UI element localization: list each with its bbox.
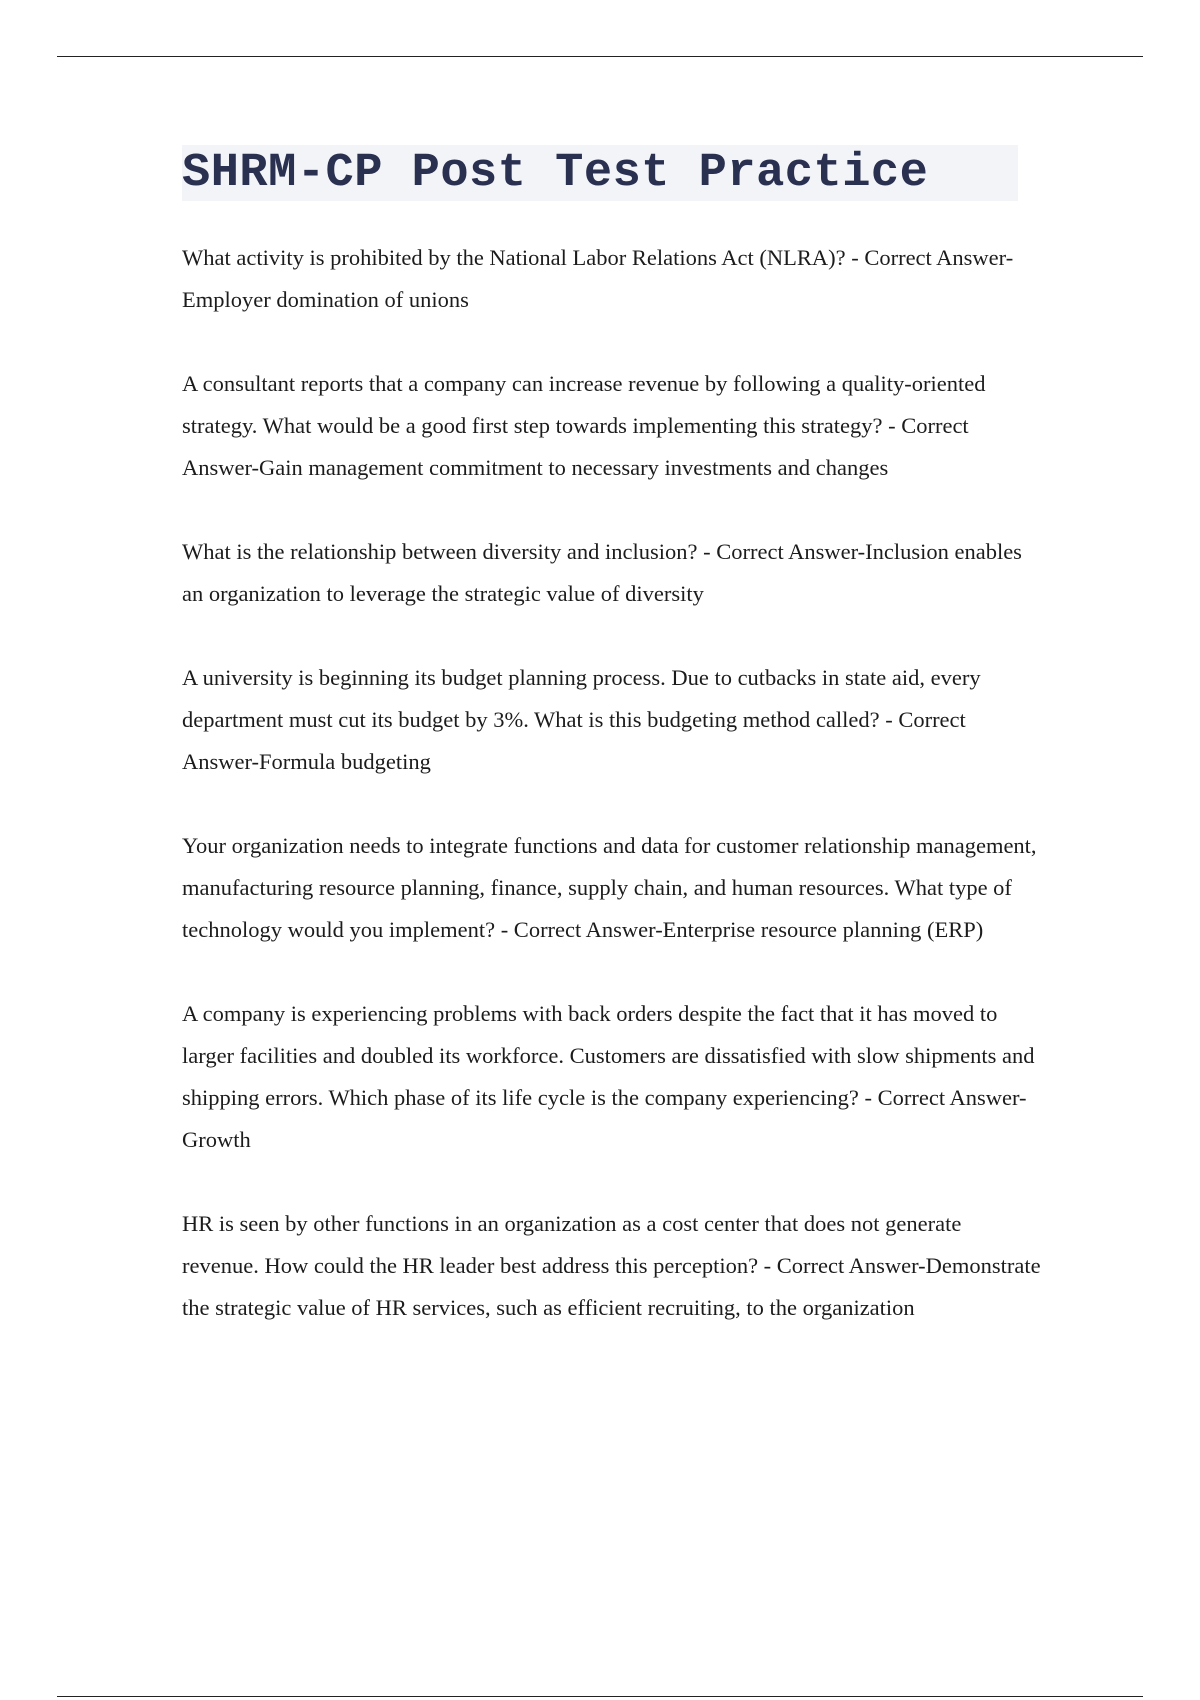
- qa-item: A consultant reports that a company can increase revenue by following a quality-oriented strategy. What would be a good first step towards implementing this strategy? - Correct Answer-Gain management commitment to necessary investments and changes: [182, 371, 986, 480]
- qa-item: A university is beginning its budget planning process. Due to cutbacks in state aid, every department must cut its budget by 3%. What is this budgeting method called? - Correct Answer-Formula budgeting: [182, 665, 981, 774]
- title-band: [182, 145, 1018, 201]
- qa-item: What is the relationship between diversity and inclusion? - Correct Answer-Inclusion enables an organization to leverage the strategic value of diversity: [182, 539, 1022, 606]
- qa-list: [182, 237, 1042, 1329]
- page-title: SHRM-CP Post Test Practice: [182, 146, 929, 200]
- qa-item: A company is experiencing problems with back orders despite the fact that it has moved to larger facilities and doubled its workforce. Customers are dissatisfied with slow shipments and shipping errors. Which phase of its life cycle is the company experiencing? - Correct Answer-Growth: [182, 1001, 1035, 1152]
- qa-item: Your organization needs to integrate functions and data for customer relationship management, manufacturing resource planning, finance, supply chain, and human resources. What type of technology would you implement? - Correct Answer-Enterprise resource planning (ERP): [182, 833, 1037, 942]
- header-rule: [57, 56, 1143, 57]
- document-body: [182, 145, 1042, 1371]
- qa-item: What activity is prohibited by the National Labor Relations Act (NLRA)? - Correct Answer-Employer domination of unions: [182, 245, 1014, 312]
- footer-rule: [57, 1696, 1143, 1697]
- qa-item: HR is seen by other functions in an organization as a cost center that does not generate revenue. How could the HR leader best address this perception? - Correct Answer-Demonstrate the strategic value of HR services, such as efficient recruiting, to the organization: [182, 1211, 1041, 1320]
